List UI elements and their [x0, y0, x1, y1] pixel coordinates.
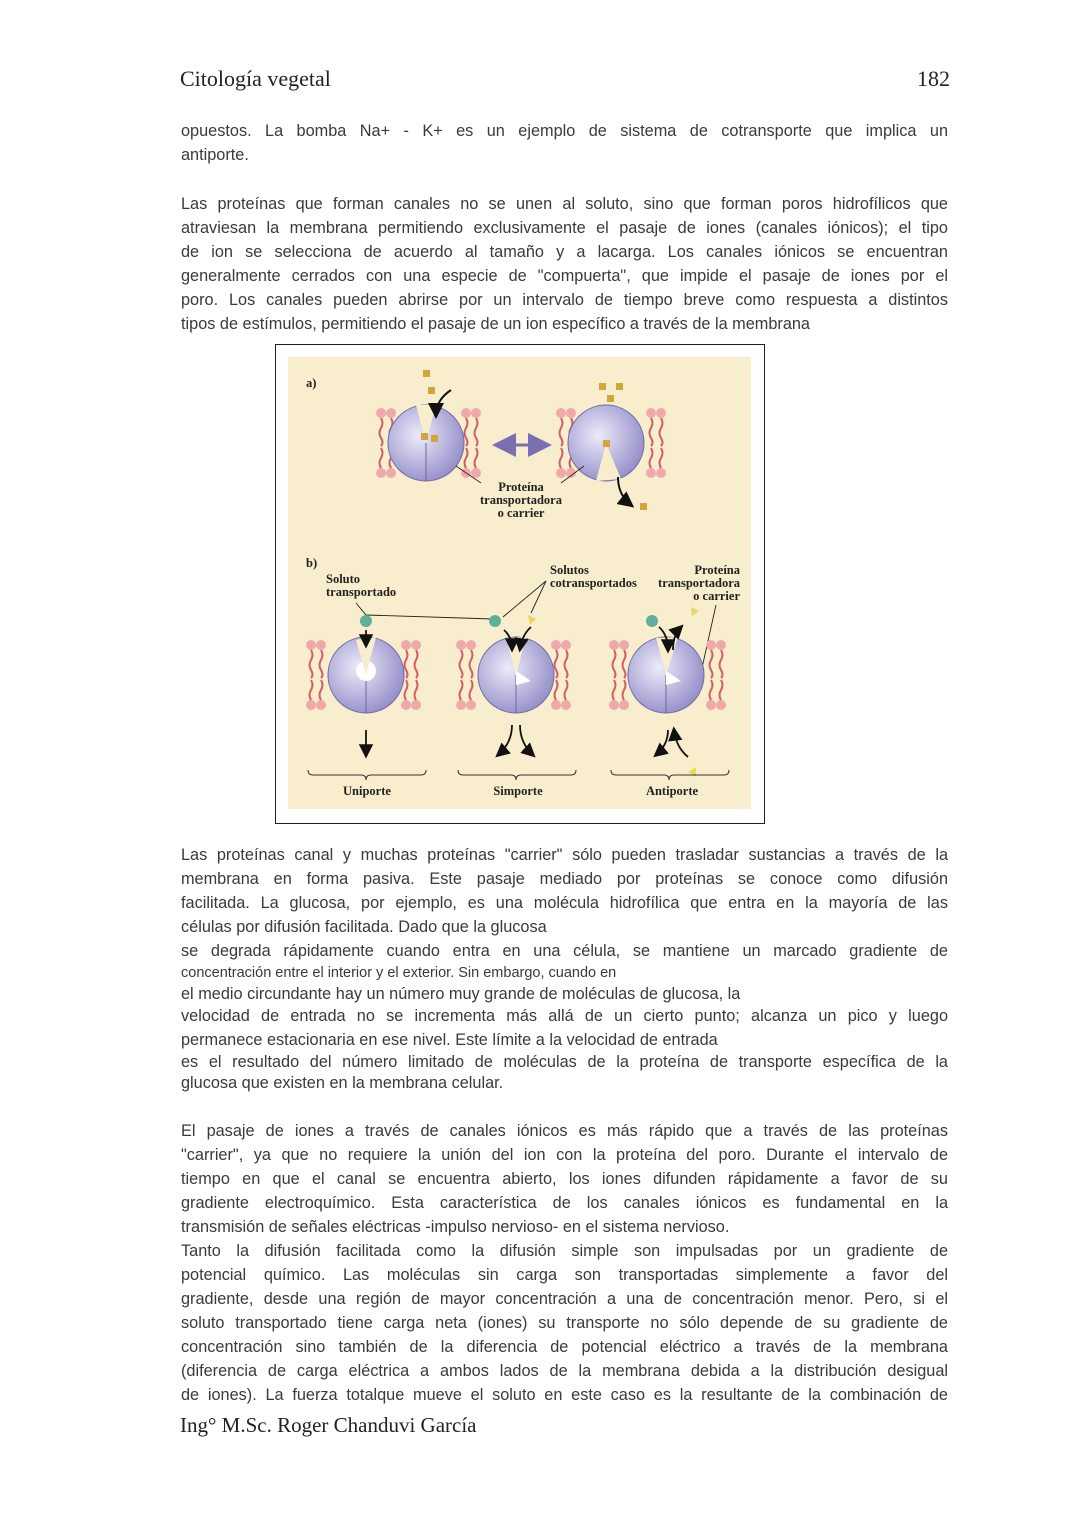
soluto-label-line1: Soluto — [326, 572, 361, 586]
simporte-label: Simporte — [493, 784, 543, 798]
text-line: generalmente cerrados con una especie de "compuerta", que impide el pasaje de iones por el — [181, 267, 948, 285]
text-line: Las proteínas canal y muchas proteínas "carrier" sólo pueden trasladar sustancias a través de la — [181, 846, 948, 864]
text-line: antiporte. — [181, 146, 249, 164]
text-line: tiempo en que el canal se encuentra abierto, los iones difunden rápidamente a favor de su — [181, 1170, 948, 1188]
text-line: se degrada rápidamente cuando entra en una célula, se mantiene un marcado gradiente de — [181, 942, 948, 960]
text-line: El pasaje de iones a través de canales iónicos es más rápido que a través de las proteínas — [181, 1122, 948, 1140]
text-line: permanece estacionaria en ese nivel. Este límite a la velocidad de entrada — [181, 1031, 718, 1049]
panel-b-label: b) — [306, 556, 318, 570]
text-line: el medio circundante hay un número muy grande de moléculas de glucosa, la — [181, 985, 741, 1003]
text-line: potencial químico. Las moléculas sin carga son transportadas simplemente a favor del — [181, 1266, 948, 1284]
soluto-label-line2: transportado — [326, 585, 397, 599]
text-line: gradiente, desde una región de mayor concentración a una de concentración menor. Pero, si el — [181, 1290, 948, 1308]
text-line: soluto transportado tiene carga neta (iones) su transporte no sólo depende de su gradiente de — [181, 1314, 948, 1332]
text-line: Tanto la difusión facilitada como la difusión simple son impulsadas por un gradiente de — [181, 1242, 948, 1260]
uniporter-protein-icon — [328, 637, 404, 713]
text-line: de ion se selecciona de acuerdo al tamaño y a lacarga. Los canales iónicos se encuentran — [181, 243, 948, 261]
carrier-protein-open-top-icon — [388, 405, 464, 481]
text-line: poro. Los canales pueden abrirse por un intervalo de tiempo breve como respuesta a distintos — [181, 291, 948, 309]
carrier-label-a-line2: transportadora — [480, 493, 562, 507]
text-line: concentración entre el interior y el exterior. Sin embargo, cuando en — [181, 965, 617, 981]
text-line: Las proteínas que forman canales no se unen al soluto, sino que forman poros hidrofílicos que — [181, 195, 948, 213]
figure-illustration — [276, 345, 764, 823]
text-line: facilitada. La glucosa, por ejemplo, es una molécula hidrofílica que entra en la mayoría de las — [181, 894, 948, 912]
text-line: transmisión de señales eléctricas -impulso nervioso- en el sistema nervioso. — [181, 1218, 730, 1236]
antiporte-label: Antiporte — [645, 784, 699, 798]
text-line: concentración sino también de la diferencia de potencial eléctrico a través de la membrana — [181, 1338, 948, 1356]
text-line: (diferencia de carga eléctrica a ambos lados de la membrana debida a la distribución desigual — [181, 1362, 948, 1380]
text-line: tipos de estímulos, permitiendo el pasaje de un ion específico a través de la membrana — [181, 315, 810, 333]
text-line: velocidad de entrada no se incrementa más allá de un cierto punto; alcanza un pico y luego — [181, 1007, 948, 1025]
carrier-label-b-line3: o carrier — [693, 589, 740, 603]
cotransport-label-line1: Solutos — [550, 563, 589, 577]
footer-author: Ing° M.Sc. Roger Chanduvi García — [180, 1413, 477, 1437]
carrier-transport-figure — [275, 344, 765, 824]
text-line: membrana en forma pasiva. Este pasaje mediado por proteínas se conoce como difusión — [181, 870, 948, 888]
carrier-label-b-line2: transportadora — [658, 576, 740, 590]
text-line: de iones). La fuerza totalque mueve el soluto en este caso es la resultante de la combinación de — [181, 1386, 948, 1404]
running-header-title: Citología vegetal — [180, 66, 331, 91]
text-line: gradiente electroquímico. Esta característica de los canales iónicos es fundamental en la — [181, 1194, 948, 1212]
text-line: glucosa que existen en la membrana celular. — [181, 1074, 504, 1092]
antiporter-protein-icon — [628, 637, 704, 713]
text-line: atraviesan la membrana permitiendo exclusivamente el pasaje de iones (canales iónicos); el tipo — [181, 219, 948, 237]
page-number: 182 — [917, 66, 950, 91]
text-line: es el resultado del número limitado de moléculas de la proteína de transporte específica de la — [181, 1053, 948, 1071]
cotransport-label-line2: cotransportados — [550, 576, 637, 590]
carrier-label-a-line3: o carrier — [497, 506, 545, 520]
panel-a-label: a) — [306, 376, 317, 390]
uniporte-label: Uniporte — [343, 784, 391, 798]
text-line: "carrier", ya que no requiere la unión del ion con la proteína del poro. Durante el intervalo de — [181, 1146, 948, 1164]
symporter-protein-icon — [478, 637, 554, 713]
carrier-label-a-line1: Proteína — [498, 480, 544, 494]
carrier-label-b-line1: Proteína — [694, 563, 740, 577]
text-line: células por difusión facilitada. Dado que la glucosa — [181, 918, 547, 936]
text-line: opuestos. La bomba Na+ - K+ es un ejemplo de sistema de cotransporte que implica un — [181, 122, 948, 140]
